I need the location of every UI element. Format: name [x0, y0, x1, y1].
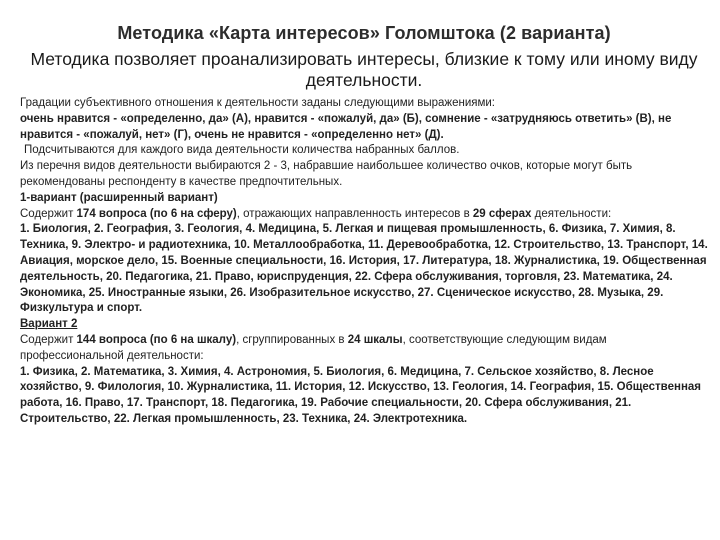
slide-title: Методика «Карта интересов» Голомштока (2 варианта) [117, 23, 611, 43]
variant1-desc-start: Содержит [20, 207, 77, 220]
intro-text: Градации субъективного отношения к деятельности заданы следующими выражениями: [20, 97, 496, 109]
selection-text: Из перечня видов деятельности выбираются 2 - 3, набравшие наибольшее количество очков, которые могут быть рекомендованы респонденту в качестве предпочтительных. [20, 160, 633, 188]
variant1-description [20, 207, 708, 223]
counting-text: Подсчитываются для каждого вида деятельности количества набранных баллов. [24, 144, 460, 157]
variant1-list: 1. Биология, 2. География, 3. Геология, 4. Медицина, 5. Легкая и пищевая промышленность, 6. Физика, 7. Химия, 8. Техника, 9. Электро- и радиотехника, 10. Металлообработка, 11. Деревообработка, 12. Строительство, 13. Транспорт, 14. Авиация, морское дело, 15. Военные специальности, 16. История, 17. Литература, 18. Журналистика, 19. Общественная деятельность, 20. Педагогика, 21. Право, юриспруденция, 22. Сфера обслуживания, торговля, 23. Математика, 24. Экономика, 25. Иностранные языки, 26. Изобразительное искусство, 27. Сценическое искусство, 28. Музыка, 29. Физкультура и спорт. [20, 223, 708, 315]
variant1-desc-mid: , отражающих направленность интересов в [236, 207, 473, 220]
variant2-list: 1. Физика, 2. Математика, 3. Химия, 4. Астрономия, 5. Биология, 6. Медицина, 7. Сельское хозяйство, 8. Лесное хозяйство, 9. Филология, 10. Журналистика, 11. История, 12. Искусство, 13. Геология, 14. География, 15. Общественная работа, 16. Право, 17. Транспорт, 18. Педагогика, 19. Рабочие специальности, 20. Сфера обслуживания, 21. Строительство, 22. Легкая промышленность, 23. Техника, 24. Электротехника. [20, 365, 701, 425]
variant2-desc-mid: , сгруппированных в [236, 333, 348, 346]
slide-body [20, 96, 708, 428]
variant1-heading: 1-вариант (расширенный вариант) [20, 191, 218, 204]
slide-subtitle: Методика позволяет проанализировать интересы, близкие к тому или иному виду деятельности. [30, 49, 698, 90]
variant2-description [20, 333, 708, 365]
variant2-question-count: 144 вопроса (по 6 на шкалу) [76, 333, 237, 346]
variant2-scale-count: 24 шкалы [347, 333, 403, 346]
variant2-heading: Вариант 2 [20, 318, 78, 331]
variant2-desc-end: , соответствующие следующим видам профессиональной деятельности: [20, 333, 607, 362]
variant1-question-count: 174 вопроса (по 6 на сферу) [76, 207, 237, 220]
gradations-text: очень нравится - «определенно, да» (А), нравится - «пожалуй, да» (Б), сомнение - «затрудняюсь ответить» (В), не нравится - «пожалуй, нет» (Г), очень не нравится - «определенно нет» (Д). [20, 112, 672, 141]
variant2-desc-start: Содержит [20, 333, 77, 346]
variant1-desc-end: деятельности: [531, 207, 612, 220]
variant1-sphere-count: 29 сферах [472, 207, 532, 220]
